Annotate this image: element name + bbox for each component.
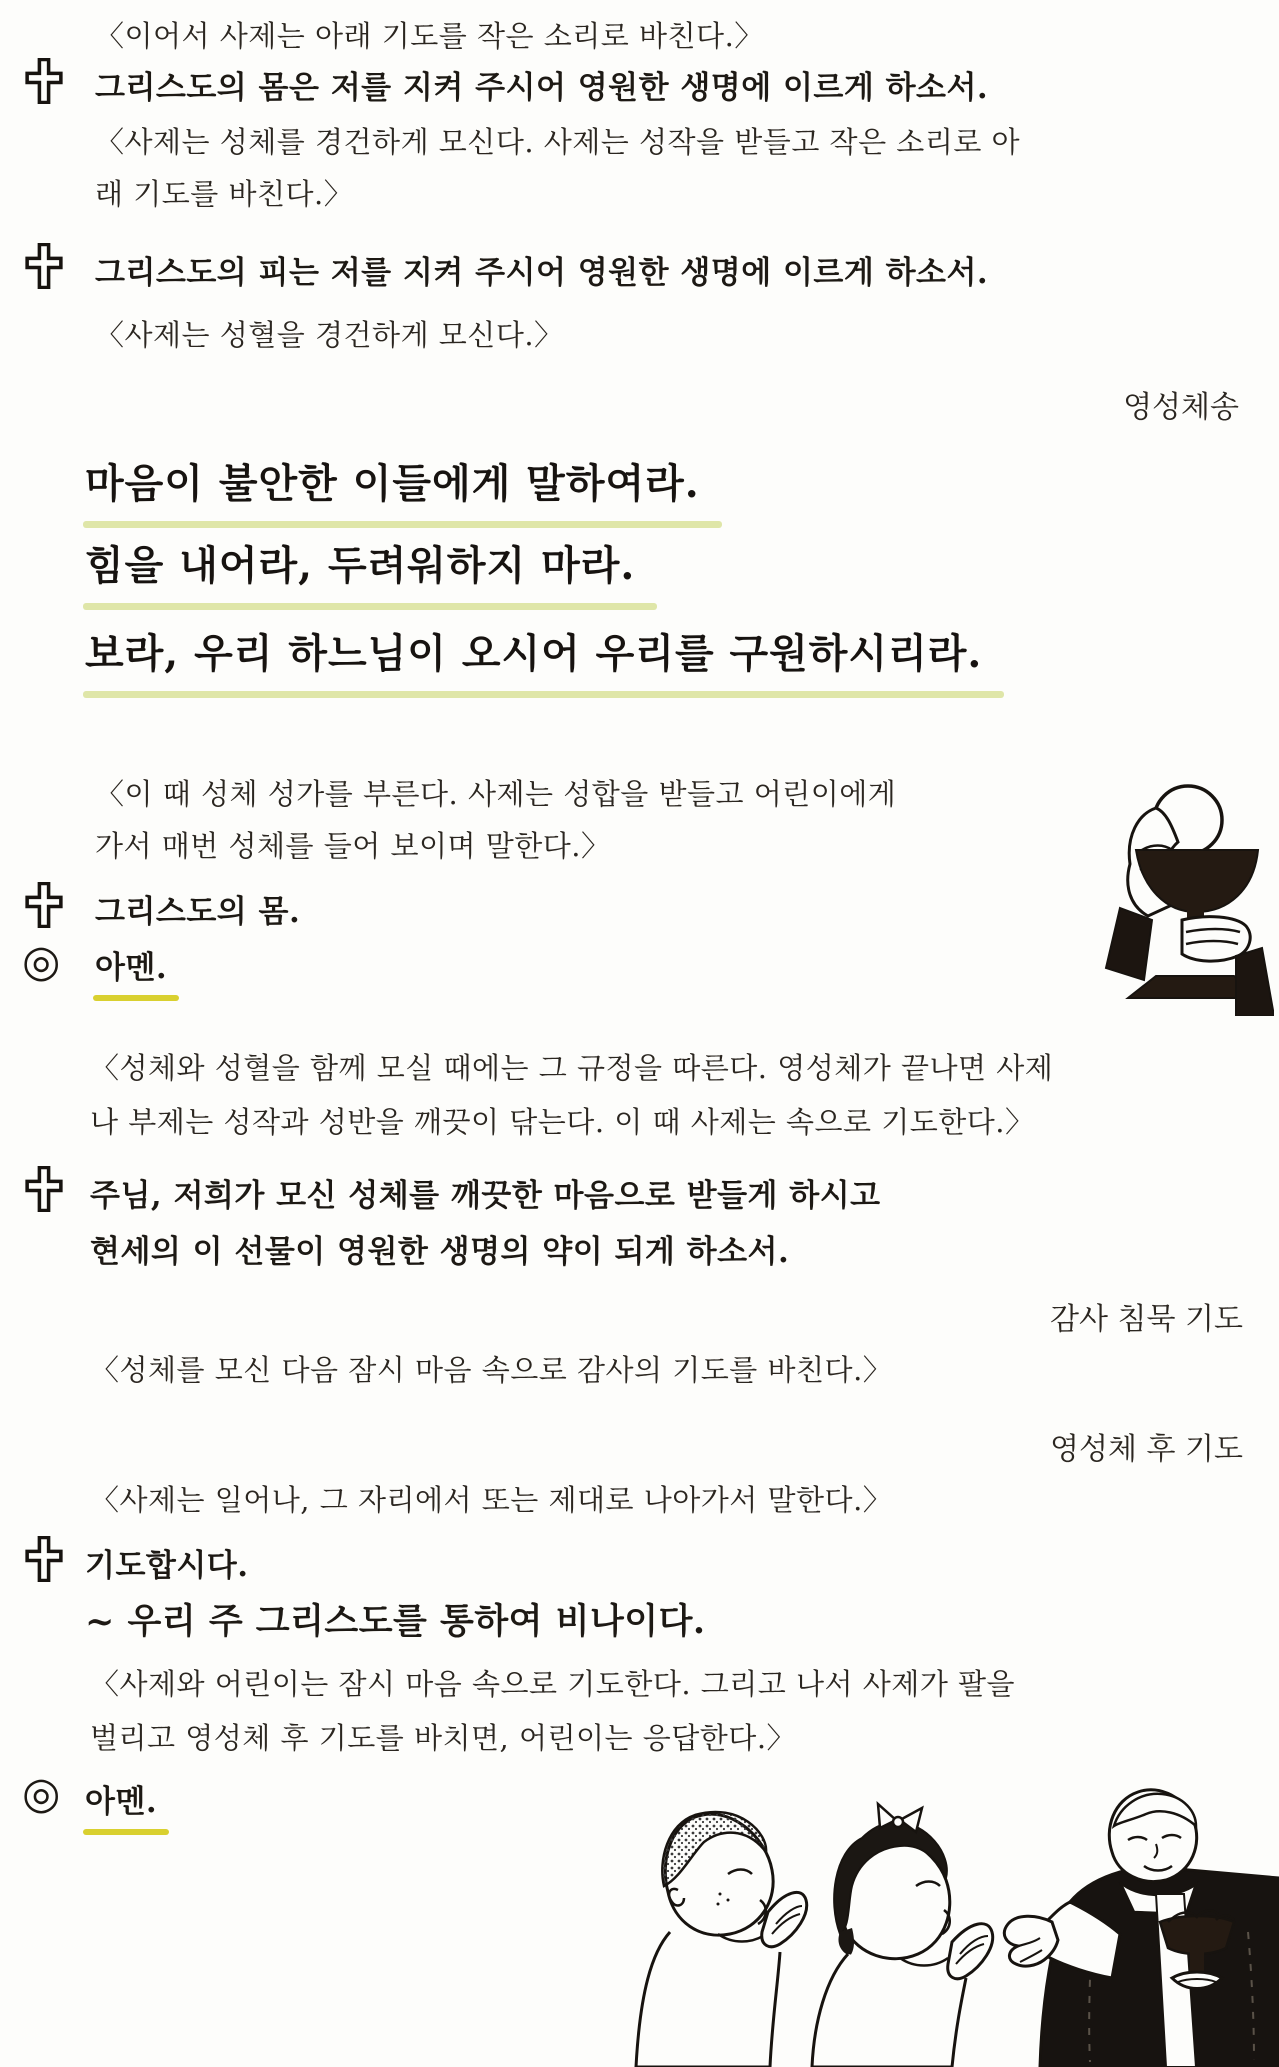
prayer-line: 기도합시다. xyxy=(85,1548,249,1584)
rubric-line: 가서 매번 성체를 들어 보이며 말한다.〉 xyxy=(95,829,611,863)
amen-text: 아멘. xyxy=(85,1784,158,1820)
rubric-line: 〈성체와 성혈을 함께 모실 때에는 그 규정을 따른다. 영성체가 끝나면 사제 xyxy=(90,1051,1054,1085)
antiphon-text: 힘을 내어라, 두려워하지 마라. xyxy=(85,542,636,589)
antiphon-line-3 xyxy=(85,622,982,698)
green-underline xyxy=(83,691,1004,698)
rubric-line: 〈이 때 성체 성가를 부른다. 사제는 성합을 받들고 어린이에게 xyxy=(95,777,897,811)
cross-icon xyxy=(24,243,64,289)
rubric-line: 〈이어서 사제는 아래 기도를 작은 소리로 바친다.〉 xyxy=(95,19,764,53)
cross-icon xyxy=(24,1536,64,1582)
rubric-line: 〈사제와 어린이는 잠시 마음 속으로 기도한다. 그리고 나서 사제가 팔을 xyxy=(90,1667,1016,1701)
green-underline xyxy=(83,603,657,610)
section-label-communion-song: 영성체송 xyxy=(1123,390,1239,425)
prayer-line: 그리스도의 몸. xyxy=(95,894,301,930)
prayer-line: 주님, 저희가 모신 성체를 깨끗한 마음으로 받들게 하시고 xyxy=(90,1178,881,1214)
response-mark-icon: ◎ xyxy=(22,936,61,987)
communion-illustration xyxy=(600,1782,1279,2067)
amen-text: 아멘. xyxy=(95,950,168,986)
rubric-line: 〈사제는 일어나, 그 자리에서 또는 제대로 나아가서 말한다.〉 xyxy=(90,1483,893,1517)
yellow-underline xyxy=(93,995,179,1001)
rubric-line: 래 기도를 바친다.〉 xyxy=(95,177,354,211)
cross-icon xyxy=(24,882,64,928)
cross-icon xyxy=(24,58,64,104)
rubric-line: 나 부제는 성작과 성반을 깨끗이 닦는다. 이 때 사제는 속으로 기도한다.〉 xyxy=(90,1105,1035,1139)
green-underline xyxy=(83,521,722,528)
antiphon-text: 마음이 불안한 이들에게 말하여라. xyxy=(85,460,700,507)
prayer-line: ~ 우리 주 그리스도를 통하여 비나이다. xyxy=(85,1601,706,1642)
chalice-illustration xyxy=(1086,780,1274,1016)
antiphon-line-1 xyxy=(85,452,700,528)
antiphon-text: 보라, 우리 하느님이 오시어 우리를 구원하시리라. xyxy=(85,630,983,677)
rubric-line: 〈사제는 성체를 경건하게 모신다. 사제는 성작을 받들고 작은 소리로 아 xyxy=(95,125,1021,159)
cross-icon xyxy=(24,1166,64,1212)
section-label-post-communion: 영성체 후 기도 xyxy=(1050,1432,1243,1467)
response-amen xyxy=(95,942,167,1001)
prayer-line: 그리스도의 몸은 저를 지켜 주시어 영원한 생명에 이르게 하소서. xyxy=(95,70,989,106)
response-mark-icon: ◎ xyxy=(22,1768,61,1819)
yellow-underline xyxy=(83,1829,169,1835)
prayer-line: 그리스도의 피는 저를 지켜 주시어 영원한 생명에 이르게 하소서. xyxy=(95,255,989,291)
section-label-silent-thanksgiving: 감사 침묵 기도 xyxy=(1050,1302,1243,1337)
rubric-line: 〈사제는 성혈을 경건하게 모신다.〉 xyxy=(95,318,564,352)
rubric-line: 벌리고 영성체 후 기도를 바치면, 어린이는 응답한다.〉 xyxy=(90,1721,797,1755)
prayer-line: 현세의 이 선물이 영원한 생명의 약이 되게 하소서. xyxy=(90,1234,790,1270)
response-amen xyxy=(85,1776,157,1835)
antiphon-line-2 xyxy=(85,534,635,610)
rubric-line: 〈성체를 모신 다음 잠시 마음 속으로 감사의 기도를 바친다.〉 xyxy=(90,1353,893,1387)
